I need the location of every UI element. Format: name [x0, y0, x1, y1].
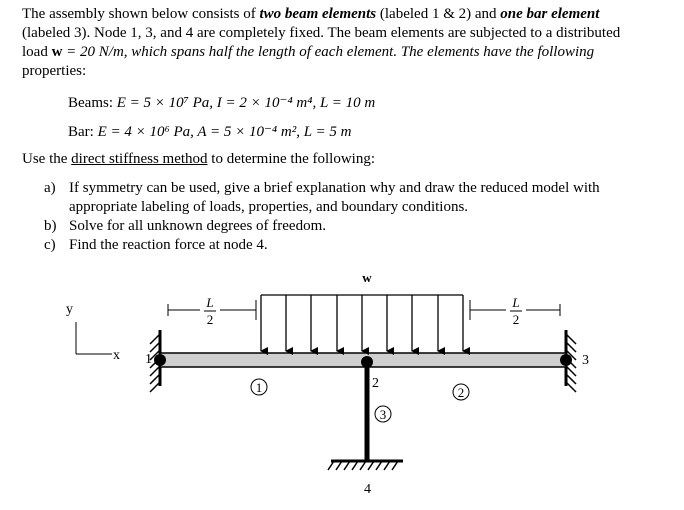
bar-properties: Bar: E = 4 × 10⁶ Pa, A = 5 × 10⁻⁴ m², L = 5 m	[68, 124, 352, 140]
x-axis-label: x	[113, 348, 120, 363]
direct-stiffness-link[interactable]: direct stiffness method	[71, 151, 208, 167]
node-2-label: 2	[372, 376, 379, 391]
node-3-dot	[560, 354, 572, 366]
task-b-text: Solve for all unknown degrees of freedom.	[69, 218, 327, 234]
task-c-text: Find the reaction force at node 4.	[69, 237, 268, 253]
svg-text:1: 1	[255, 380, 263, 395]
node-1-dot	[154, 354, 166, 366]
problem-line-4: properties:	[22, 63, 87, 79]
node-2-dot	[361, 356, 373, 368]
load-label: w	[362, 270, 372, 285]
task-a-text-cont: appropriate labeling of loads, properties, and boundary conditions.	[69, 199, 469, 215]
load-arrows	[261, 295, 463, 351]
node-1-label: 1	[145, 352, 152, 367]
left-frac-den: 2	[206, 312, 214, 327]
y-axis-label: y	[66, 302, 73, 317]
instruction: Use the direct stiffness method to determine the following:	[22, 151, 375, 167]
element-1-label	[251, 379, 267, 395]
problem-line-3: load w = 20 N/m, which spans half the length of each element. The elements have the following	[22, 44, 595, 60]
problem-line-1: The assembly shown below consists of two beam elements (labeled 1 & 2) and one bar element	[22, 6, 600, 22]
right-frac-num: L	[512, 295, 520, 310]
element-2-label	[453, 384, 469, 400]
svg-text:2: 2	[457, 385, 465, 400]
node-3-label: 3	[582, 353, 589, 368]
beam-properties: Beams: E = 5 × 10⁷ Pa, I = 2 × 10⁻⁴ m⁴, L = 10 m	[68, 95, 376, 111]
task-a-text: If symmetry can be used, give a brief explanation why and draw the reduced model with	[69, 180, 600, 196]
left-frac-num: L	[206, 295, 214, 310]
element-3-label	[375, 406, 391, 422]
bottom-fixed-support	[328, 461, 403, 470]
task-b-marker: b)	[44, 218, 57, 234]
right-frac-den: 2	[512, 312, 520, 327]
task-c-marker: c)	[44, 237, 56, 253]
task-a-marker: a)	[44, 180, 56, 196]
node-4-label: 4	[364, 482, 371, 497]
problem-line-2: (labeled 3). Node 1, 3, and 4 are completely fixed. The beam elements are subjected to a distributed	[22, 25, 621, 41]
svg-text:3: 3	[379, 407, 387, 422]
